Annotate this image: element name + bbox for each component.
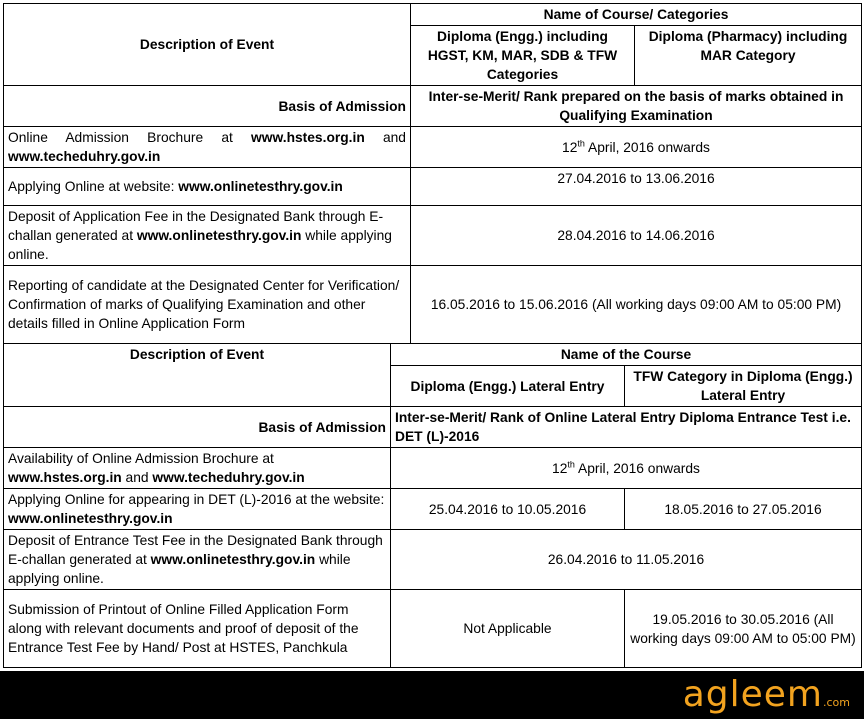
event-brochure: Online Admission Brochure at www.hstes.org.in and www.techeduhry.gov.in [4,127,411,168]
basis-label: Basis of Admission [4,407,391,448]
date-submission-lateral: Not Applicable [391,590,625,668]
footer-bar [0,671,864,719]
event-apply-online: Applying Online at website: www.onlinetesthry.gov.in [4,168,411,206]
link-hstes[interactable]: www.hstes.org.in [8,470,122,485]
date-reporting: 16.05.2016 to 15.06.2016 (All working days 09:00 AM to 05:00 PM) [411,266,862,344]
date-apply-online: 27.04.2016 to 13.06.2016 [411,168,862,206]
header-description: Description of Event [4,4,411,86]
basis-value: Inter-se-Merit/ Rank of Online Lateral Entry Diploma Entrance Test i.e. DET (L)-2016 [391,407,862,448]
event-submission: Submission of Printout of Online Filled Application Form along with relevant documents and proof of deposit of the Entrance Test Fee by Hand/ Post at HSTES, Panchkula [4,590,391,668]
link-onlinetesthry[interactable]: www.onlinetesthry.gov.in [136,228,302,243]
date-apply-lateral: 25.04.2016 to 10.05.2016 [391,489,625,530]
link-techeduhry[interactable]: www.techeduhry.gov.in [152,470,305,485]
header-lateral-entry: Diploma (Engg.) Lateral Entry [391,366,625,407]
header-tfw-lateral-entry: TFW Category in Diploma (Engg.) Lateral Entry [625,366,862,407]
link-onlinetesthry[interactable]: www.onlinetesthry.gov.in [150,552,316,567]
date-brochure: 12th April, 2016 onwards [391,448,862,489]
event-brochure: Availability of Online Admission Brochure at www.hstes.org.in and www.techeduhry.gov.in [4,448,391,489]
header-course-group: Name of Course/ Categories [411,4,862,26]
lateral-entry-schedule-table [3,343,862,668]
link-onlinetesthry[interactable]: www.onlinetesthry.gov.in [178,179,343,194]
agleem-logo[interactable]: agleem.com [682,674,850,715]
date-submission-tfw: 19.05.2016 to 30.05.2016 (All working days 09:00 AM to 05:00 PM) [625,590,862,668]
header-course-group: Name of the Course [391,344,862,366]
date-brochure: 12th April, 2016 onwards [411,127,862,168]
date-deposit-fee: 28.04.2016 to 14.06.2016 [411,206,862,266]
event-deposit-fee: Deposit of Application Fee in the Designated Bank through E-challan generated at www.onlinetesthry.gov.in while applying online. [4,206,411,266]
basis-value: Inter-se-Merit/ Rank prepared on the basis of marks obtained in Qualifying Examination [411,86,862,127]
date-deposit-fee: 26.04.2016 to 11.05.2016 [391,530,862,590]
event-reporting: Reporting of candidate at the Designated Center for Verification/ Confirmation of marks of Qualifying Examination and other details filled in Online Application Form [4,266,411,344]
event-apply-online: Applying Online for appearing in DET (L)-2016 at the website: www.onlinetesthry.gov.in [4,489,391,530]
header-description: Description of Event [4,344,391,407]
basis-label: Basis of Admission [4,86,411,127]
link-techeduhry[interactable]: www.techeduhry.gov.in [8,149,161,164]
link-onlinetesthry[interactable]: www.onlinetesthry.gov.in [8,511,173,526]
course-schedule-table [3,3,862,344]
header-diploma-engg: Diploma (Engg.) including HGST, KM, MAR, SDB & TFW Categories [411,26,635,86]
event-deposit-fee: Deposit of Entrance Test Fee in the Designated Bank through E-challan generated at www.onlinetesthry.gov.in while applying online. [4,530,391,590]
date-apply-tfw: 18.05.2016 to 27.05.2016 [625,489,862,530]
header-diploma-pharmacy: Diploma (Pharmacy) including MAR Category [635,26,862,86]
link-hstes[interactable]: www.hstes.org.in [251,130,365,145]
